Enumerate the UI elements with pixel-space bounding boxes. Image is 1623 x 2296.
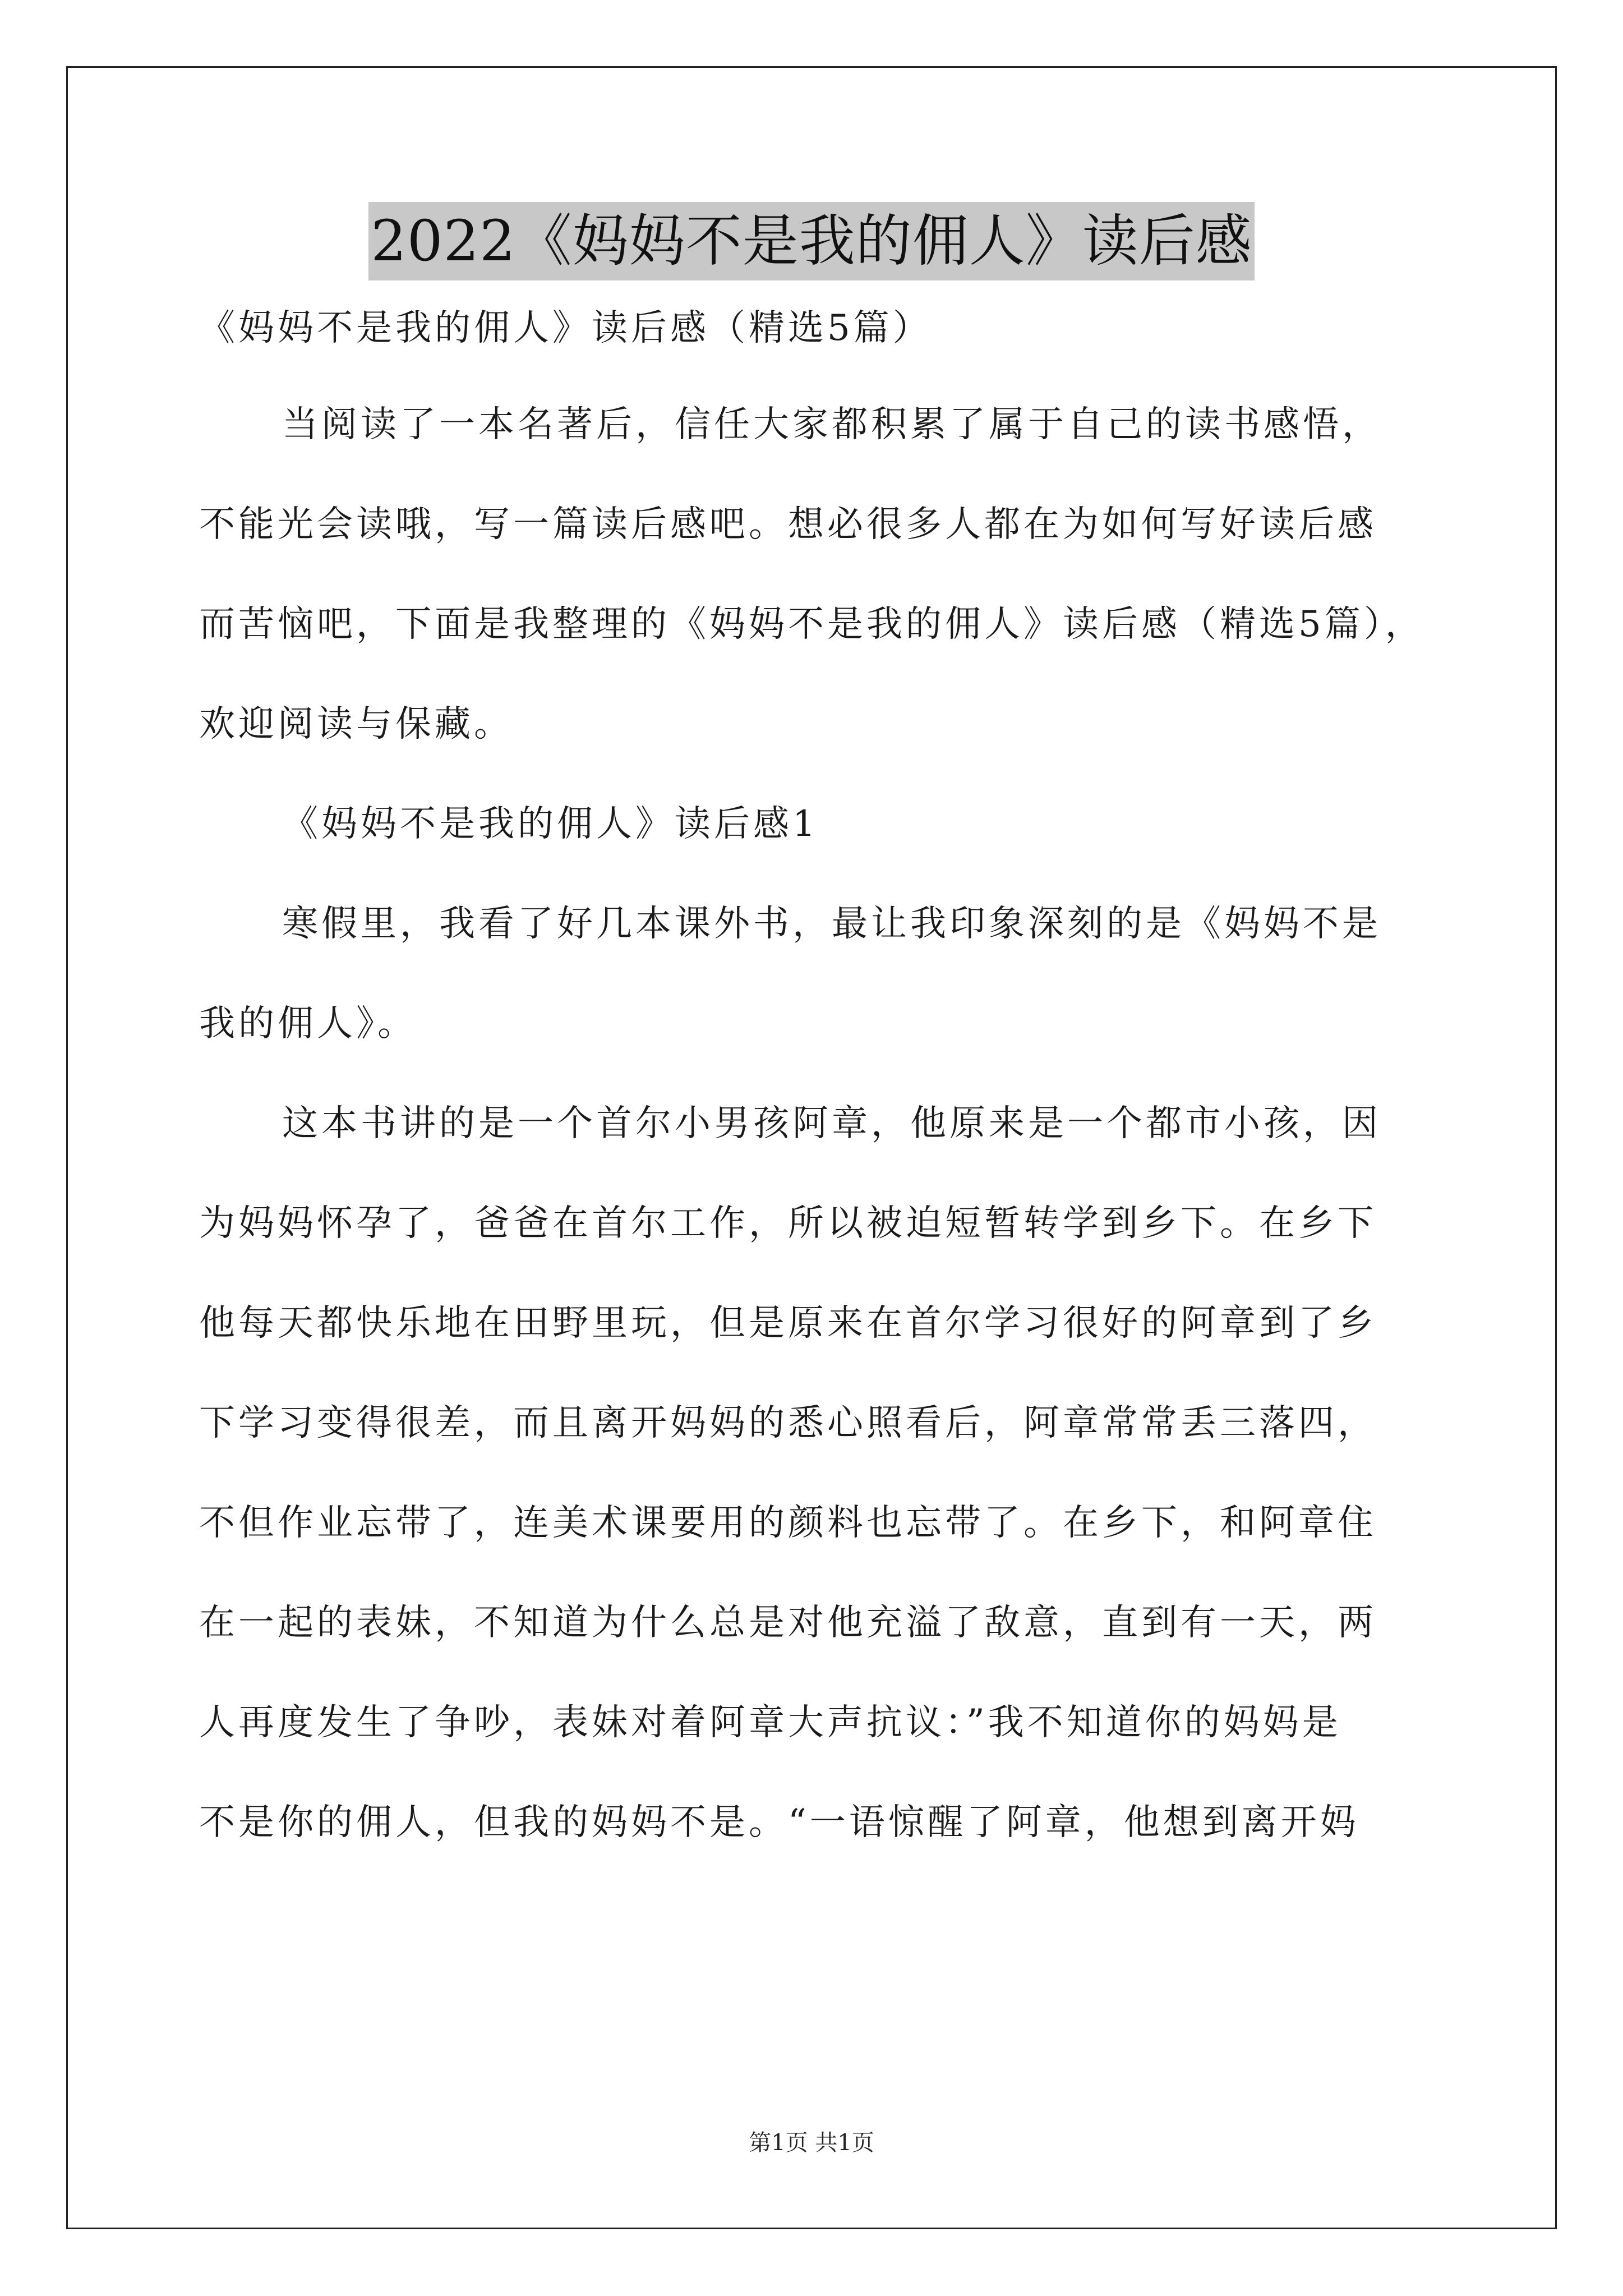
paragraph-line: 这本书讲的是一个首尔小男孩阿章，他原来是一个都市小孩，因 (282, 1103, 1381, 1144)
section-heading: 《妈妈不是我的佣人》读后感1 (282, 803, 819, 845)
paragraph-line: 在一起的表妹，不知道为什么总是对他充溢了敌意，直到有一天，两 (199, 1602, 1377, 1644)
paragraph-line: 为妈妈怀孕了，爸爸在首尔工作，所以被迫短暂转学到乡下。在乡下 (199, 1203, 1377, 1244)
paragraph-line: 而苦恼吧，下面是我整理的《妈妈不是我的佣人》读后感（精选5篇）， (199, 604, 1424, 645)
paragraph-line: 寒假里，我看了好几本课外书，最让我印象深刻的是《妈妈不是 (282, 903, 1381, 945)
paragraph-line: 人再度发生了争吵，表妹对着阿章大声抗议：”我不知道你的妈妈是 (199, 1702, 1341, 1743)
paragraph-line: 我的佣人》。 (199, 1003, 417, 1045)
page-footer: 第1页 共1页 (749, 2130, 874, 2156)
paragraph-line: 当阅读了一本名著后，信任大家都积累了属于自己的读书感悟， (282, 404, 1381, 445)
paragraph-line: 下学习变得很差，而且离开妈妈的悉心照看后，阿章常常丢三落四， (199, 1402, 1377, 1444)
paragraph-line: 不是你的佣人，但我的妈妈不是。“一语惊醒了阿章，他想到离开妈 (199, 1802, 1359, 1843)
paragraph-line: 不但作业忘带了，连美术课要用的颜料也忘带了。在乡下，和阿章住 (199, 1502, 1377, 1544)
title-container (0, 202, 1623, 280)
paragraph-line: 欢迎阅读与保藏。 (199, 703, 513, 745)
paragraph-line: 不能光会读哦，写一篇读后感吧。想必很多人都在为如何写好读后感 (199, 504, 1377, 545)
paragraph-line: 他每天都快乐地在田野里玩，但是原来在首尔学习很好的阿章到了乡 (199, 1303, 1377, 1344)
document-title: 2022《妈妈不是我的佣人》读后感 (368, 202, 1255, 280)
subtitle-line: 《妈妈不是我的佣人》读后感（精选5篇） (199, 307, 932, 349)
